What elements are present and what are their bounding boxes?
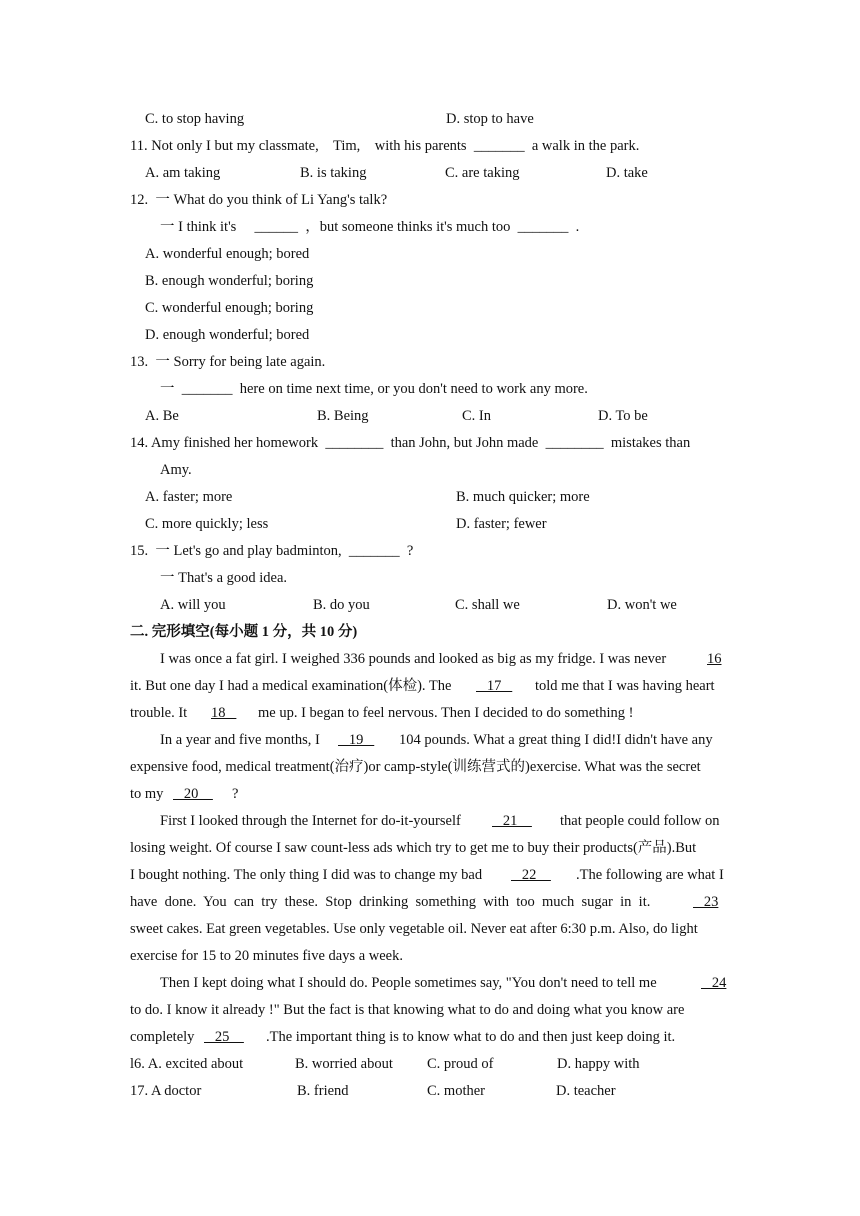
blank-19: 19 — [338, 732, 375, 748]
option-15d: D. won't we — [607, 597, 677, 613]
passage-line: have done. You can try these. Stop drinking something with too much sugar in it. — [130, 894, 651, 910]
option-14b: B. much quicker; more — [456, 489, 590, 505]
passage-line: Then I kept doing what I should do. People sometimes say, "You don't need to tell me — [160, 975, 657, 991]
passage-line: trouble. It — [130, 705, 188, 721]
option-13c: C. In — [462, 408, 491, 424]
option-13a: A. Be — [145, 408, 179, 424]
option-12a: A. wonderful enough; bored — [145, 246, 310, 262]
blank-23: 23 — [693, 894, 719, 910]
passage-line: that people could follow on — [560, 813, 720, 829]
option-16a: l6. A. excited about — [130, 1056, 244, 1072]
option-17d: D. teacher — [556, 1083, 616, 1099]
option-15c: C. shall we — [455, 597, 520, 613]
option-15a: A. will you — [160, 597, 226, 613]
option-13b: B. Being — [317, 408, 369, 424]
passage-line: ? — [232, 786, 239, 802]
option-16b: B. worried about — [295, 1056, 393, 1072]
question-13: 13. 一 Sorry for being late again. — [130, 354, 326, 370]
question-15-reply: 一 That's a good idea. — [160, 570, 288, 586]
passage-line: expensive food, medical treatment(治疗)or camp-style(训练营式的)exercise. What was the secret — [130, 759, 701, 775]
passage-line: 104 pounds. What a great thing I did!I didn't have any — [399, 732, 713, 748]
passage-line: told me that I was having heart — [535, 678, 715, 694]
option-10d: D. stop to have — [446, 111, 534, 127]
passage-line: I bought nothing. The only thing I did was to change my bad — [130, 867, 483, 883]
passage-line: .The following are what I — [576, 867, 724, 883]
passage-line: me up. I began to feel nervous. Then I decided to do something ! — [258, 705, 634, 721]
option-12b: B. enough wonderful; boring — [145, 273, 314, 289]
blank-17: 17 — [476, 678, 513, 694]
option-17b: B. friend — [297, 1083, 349, 1099]
option-16d: D. happy with — [557, 1056, 640, 1072]
option-12c: C. wonderful enough; boring — [145, 300, 314, 316]
blank-16: 16 — [707, 651, 722, 667]
option-13d: D. To be — [598, 408, 648, 424]
option-15b: B. do you — [313, 597, 370, 613]
question-14: 14. Amy finished her homework ________ than John, but John made ________ mistakes than — [130, 435, 691, 451]
passage-line: completely — [130, 1029, 195, 1045]
blank-18: 18 — [211, 705, 237, 721]
option-14a: A. faster; more — [145, 489, 233, 505]
option-11a: A. am taking — [145, 165, 221, 181]
question-11: 11. Not only I but my classmate, Tim, with his parents _______ a walk in the park. — [130, 138, 640, 154]
passage-line: First I looked through the Internet for do-it-yourself — [160, 813, 461, 829]
option-12d: D. enough wonderful; bored — [145, 327, 310, 343]
option-17a: 17. A doctor — [130, 1083, 202, 1099]
question-13-reply: 一 _______ here on time next time, or you don't need to work any more. — [160, 381, 588, 397]
question-12-reply: 一 I think it's ______ ，but someone thinks it's much too _______ . — [160, 219, 580, 235]
passage-line: .The important thing is to know what to do and then just keep doing it. — [266, 1029, 676, 1045]
blank-22: 22 — [511, 867, 551, 883]
option-14d: D. faster; fewer — [456, 516, 547, 532]
question-14-cont: Amy. — [160, 462, 192, 478]
passage-line: to my — [130, 786, 164, 802]
question-15: 15. 一 Let's go and play badminton, _______ ? — [130, 543, 414, 559]
passage-line: to do. I know it already !" But the fact is that knowing what to do and doing what you know are — [130, 1002, 685, 1018]
option-14c: C. more quickly; less — [145, 516, 269, 532]
blank-21: 21 — [492, 813, 532, 829]
option-10c: C. to stop having — [145, 111, 245, 127]
section-heading: 二. 完形填空(每小题 1 分，共 10 分) — [130, 624, 358, 640]
passage-line: I was once a fat girl. I weighed 336 pounds and looked as big as my fridge. I was never — [160, 651, 667, 667]
passage-line: In a year and five months, I — [160, 732, 320, 748]
passage-line: sweet cakes. Eat green vegetables. Use only vegetable oil. Never eat after 6:30 p.m. Also, do light — [130, 921, 698, 937]
question-12: 12. 一 What do you think of Li Yang's talk? — [130, 192, 388, 208]
blank-25: 25 — [204, 1029, 244, 1045]
option-11c: C. are taking — [445, 165, 520, 181]
option-11b: B. is taking — [300, 165, 367, 181]
blank-20: 20 — [173, 786, 213, 802]
blank-24: 24 — [701, 975, 727, 991]
option-11d: D. take — [606, 165, 648, 181]
passage-line: exercise for 15 to 20 minutes five days a week. — [130, 948, 403, 964]
passage-line: it. But one day I had a medical examination(体检). The — [130, 678, 452, 694]
option-17c: C. mother — [427, 1083, 485, 1099]
option-16c: C. proud of — [427, 1056, 494, 1072]
passage-line: losing weight. Of course I saw count-less ads which try to get me to buy their products(产品).But — [130, 840, 697, 856]
